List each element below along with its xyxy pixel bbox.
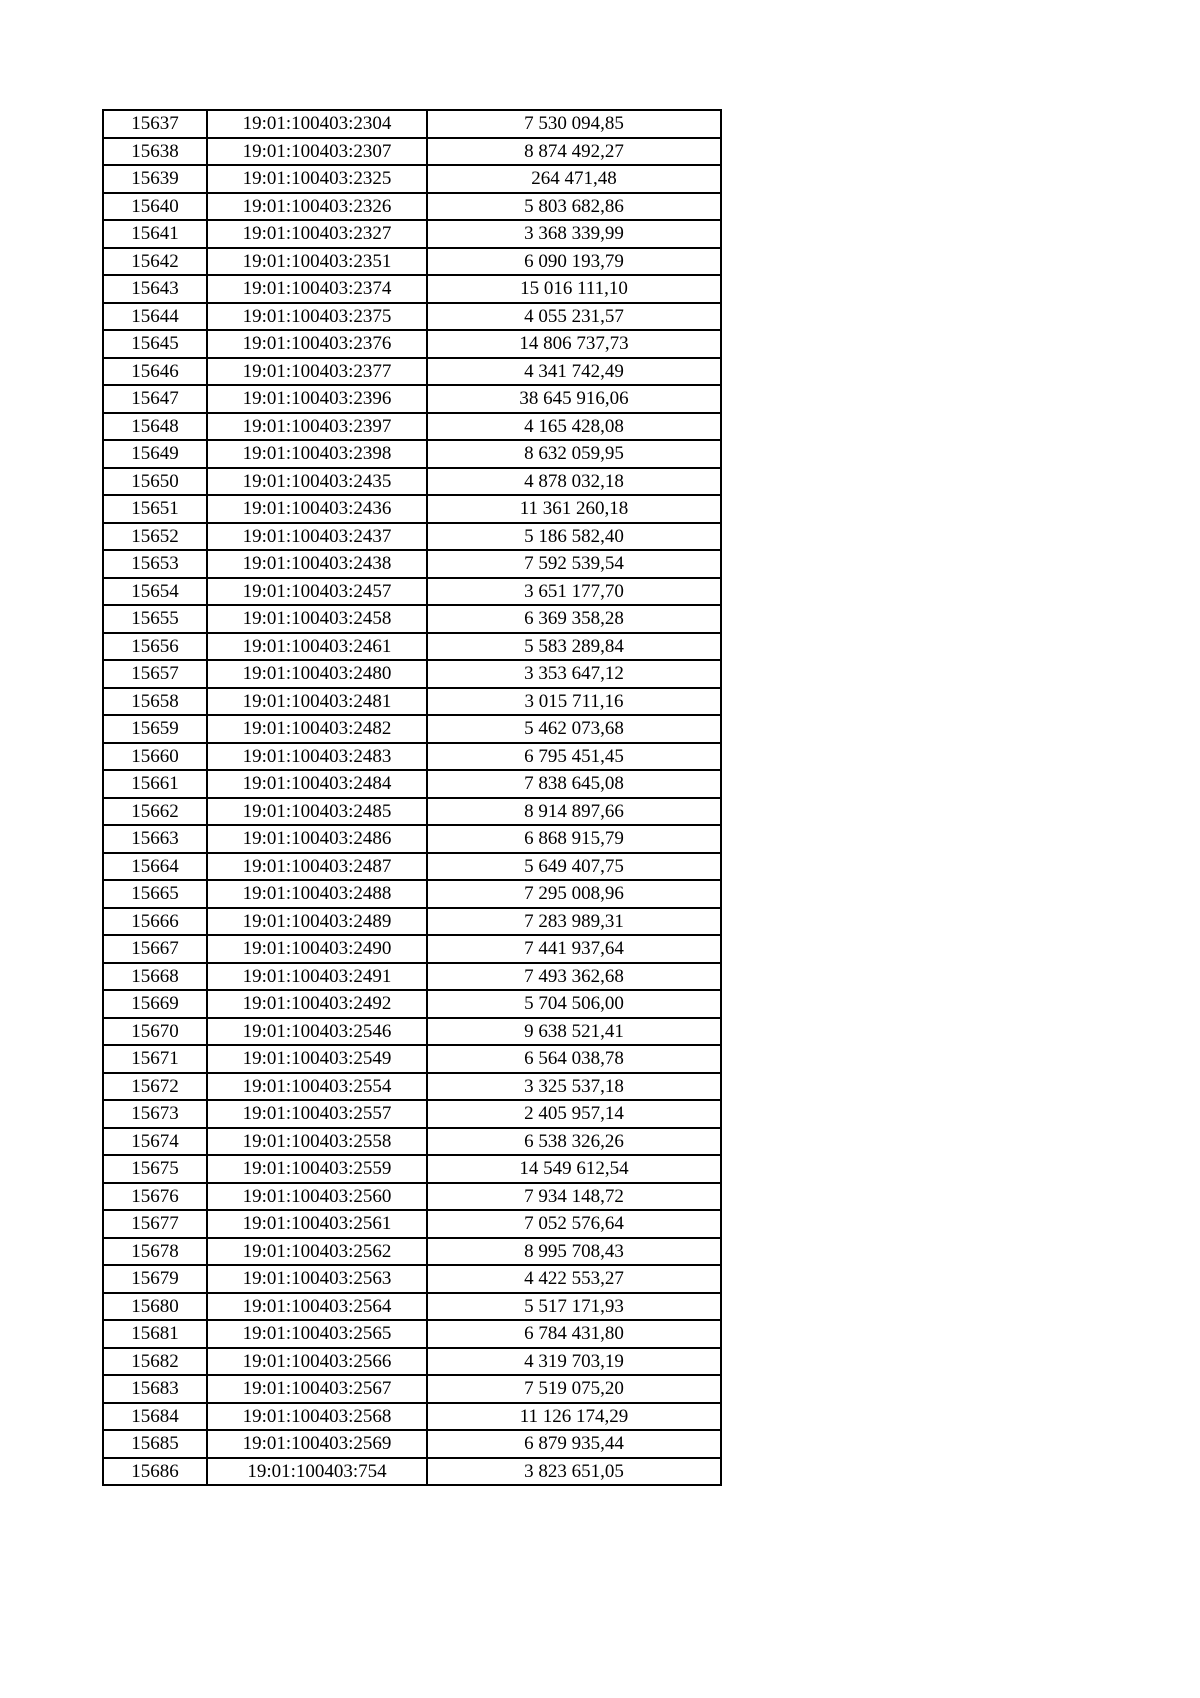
cadastral-number-cell: 19:01:100403:2304 [207, 110, 427, 138]
value-cell: 6 784 431,80 [427, 1320, 721, 1348]
row-number-cell: 15676 [103, 1183, 207, 1211]
table-row [103, 853, 721, 881]
cadastral-value-table [102, 109, 722, 1486]
cadastral-number-cell: 19:01:100403:2327 [207, 220, 427, 248]
cadastral-number-cell: 19:01:100403:2326 [207, 193, 427, 221]
row-number-cell: 15663 [103, 825, 207, 853]
table-row [103, 110, 721, 138]
table-row [103, 1210, 721, 1238]
row-number-cell: 15673 [103, 1100, 207, 1128]
value-cell: 7 493 362,68 [427, 963, 721, 991]
cadastral-number-cell: 19:01:100403:2351 [207, 248, 427, 276]
cadastral-number-cell: 19:01:100403:2549 [207, 1045, 427, 1073]
value-cell: 3 823 651,05 [427, 1458, 721, 1486]
row-number-cell: 15645 [103, 330, 207, 358]
value-cell: 11 126 174,29 [427, 1403, 721, 1431]
cadastral-number-cell: 19:01:100403:2325 [207, 165, 427, 193]
row-number-cell: 15675 [103, 1155, 207, 1183]
cadastral-number-cell: 19:01:100403:2557 [207, 1100, 427, 1128]
cadastral-number-cell: 19:01:100403:2488 [207, 880, 427, 908]
cadastral-number-cell: 19:01:100403:2490 [207, 935, 427, 963]
table-row [103, 1430, 721, 1458]
row-number-cell: 15668 [103, 963, 207, 991]
row-number-cell: 15649 [103, 440, 207, 468]
cadastral-number-cell: 19:01:100403:2481 [207, 688, 427, 716]
table-row [103, 440, 721, 468]
row-number-cell: 15643 [103, 275, 207, 303]
value-cell: 3 325 537,18 [427, 1073, 721, 1101]
cadastral-number-cell: 19:01:100403:2491 [207, 963, 427, 991]
value-cell: 6 868 915,79 [427, 825, 721, 853]
row-number-cell: 15677 [103, 1210, 207, 1238]
cadastral-number-cell: 19:01:100403:2566 [207, 1348, 427, 1376]
table-row [103, 1375, 721, 1403]
value-cell: 4 341 742,49 [427, 358, 721, 386]
table-row [103, 220, 721, 248]
table-row [103, 1458, 721, 1486]
table-row [103, 880, 721, 908]
table-row [103, 660, 721, 688]
row-number-cell: 15664 [103, 853, 207, 881]
row-number-cell: 15640 [103, 193, 207, 221]
cadastral-number-cell: 19:01:100403:754 [207, 1458, 427, 1486]
value-cell: 3 353 647,12 [427, 660, 721, 688]
value-cell: 5 803 682,86 [427, 193, 721, 221]
table-row [103, 1293, 721, 1321]
cadastral-number-cell: 19:01:100403:2546 [207, 1018, 427, 1046]
table-row [103, 550, 721, 578]
row-number-cell: 15678 [103, 1238, 207, 1266]
row-number-cell: 15637 [103, 110, 207, 138]
row-number-cell: 15642 [103, 248, 207, 276]
row-number-cell: 15671 [103, 1045, 207, 1073]
value-cell: 7 530 094,85 [427, 110, 721, 138]
value-cell: 7 283 989,31 [427, 908, 721, 936]
table-row [103, 1183, 721, 1211]
value-cell: 14 549 612,54 [427, 1155, 721, 1183]
table-row [103, 1265, 721, 1293]
row-number-cell: 15660 [103, 743, 207, 771]
row-number-cell: 15679 [103, 1265, 207, 1293]
value-cell: 5 649 407,75 [427, 853, 721, 881]
value-cell: 6 564 038,78 [427, 1045, 721, 1073]
value-cell: 7 592 539,54 [427, 550, 721, 578]
table-row [103, 248, 721, 276]
table-row [103, 1320, 721, 1348]
row-number-cell: 15655 [103, 605, 207, 633]
table-row [103, 743, 721, 771]
table-row [103, 303, 721, 331]
row-number-cell: 15662 [103, 798, 207, 826]
value-cell: 7 052 576,64 [427, 1210, 721, 1238]
row-number-cell: 15670 [103, 1018, 207, 1046]
value-cell: 4 055 231,57 [427, 303, 721, 331]
table-row [103, 1100, 721, 1128]
cadastral-number-cell: 19:01:100403:2482 [207, 715, 427, 743]
cadastral-number-cell: 19:01:100403:2563 [207, 1265, 427, 1293]
table-row [103, 1155, 721, 1183]
cadastral-number-cell: 19:01:100403:2397 [207, 413, 427, 441]
table-row [103, 413, 721, 441]
cadastral-number-cell: 19:01:100403:2569 [207, 1430, 427, 1458]
cadastral-number-cell: 19:01:100403:2560 [207, 1183, 427, 1211]
table-row [103, 798, 721, 826]
table-body [103, 110, 721, 1485]
table-row [103, 825, 721, 853]
row-number-cell: 15672 [103, 1073, 207, 1101]
table-row [103, 1128, 721, 1156]
value-cell: 3 651 177,70 [427, 578, 721, 606]
value-cell: 4 422 553,27 [427, 1265, 721, 1293]
cadastral-number-cell: 19:01:100403:2307 [207, 138, 427, 166]
row-number-cell: 15683 [103, 1375, 207, 1403]
cadastral-number-cell: 19:01:100403:2396 [207, 385, 427, 413]
cadastral-number-cell: 19:01:100403:2483 [207, 743, 427, 771]
table-row [103, 908, 721, 936]
table-row [103, 1073, 721, 1101]
value-cell: 8 995 708,43 [427, 1238, 721, 1266]
row-number-cell: 15685 [103, 1430, 207, 1458]
value-cell: 7 295 008,96 [427, 880, 721, 908]
table-row [103, 990, 721, 1018]
value-cell: 5 462 073,68 [427, 715, 721, 743]
row-number-cell: 15650 [103, 468, 207, 496]
table-row [103, 715, 721, 743]
value-cell: 6 538 326,26 [427, 1128, 721, 1156]
row-number-cell: 15651 [103, 495, 207, 523]
value-cell: 8 632 059,95 [427, 440, 721, 468]
row-number-cell: 15686 [103, 1458, 207, 1486]
table-row [103, 1045, 721, 1073]
cadastral-number-cell: 19:01:100403:2568 [207, 1403, 427, 1431]
cadastral-number-cell: 19:01:100403:2437 [207, 523, 427, 551]
cadastral-number-cell: 19:01:100403:2484 [207, 770, 427, 798]
value-cell: 8 874 492,27 [427, 138, 721, 166]
value-cell: 264 471,48 [427, 165, 721, 193]
cadastral-number-cell: 19:01:100403:2461 [207, 633, 427, 661]
value-cell: 4 878 032,18 [427, 468, 721, 496]
table-row [103, 935, 721, 963]
cadastral-number-cell: 19:01:100403:2458 [207, 605, 427, 633]
value-cell: 6 879 935,44 [427, 1430, 721, 1458]
cadastral-number-cell: 19:01:100403:2562 [207, 1238, 427, 1266]
row-number-cell: 15648 [103, 413, 207, 441]
table-row [103, 165, 721, 193]
row-number-cell: 15659 [103, 715, 207, 743]
row-number-cell: 15684 [103, 1403, 207, 1431]
row-number-cell: 15682 [103, 1348, 207, 1376]
row-number-cell: 15669 [103, 990, 207, 1018]
value-cell: 3 368 339,99 [427, 220, 721, 248]
cadastral-number-cell: 19:01:100403:2436 [207, 495, 427, 523]
cadastral-number-cell: 19:01:100403:2559 [207, 1155, 427, 1183]
value-cell: 4 319 703,19 [427, 1348, 721, 1376]
value-cell: 6 369 358,28 [427, 605, 721, 633]
cadastral-number-cell: 19:01:100403:2435 [207, 468, 427, 496]
value-cell: 2 405 957,14 [427, 1100, 721, 1128]
table-row [103, 193, 721, 221]
table-row [103, 138, 721, 166]
value-cell: 7 519 075,20 [427, 1375, 721, 1403]
cadastral-number-cell: 19:01:100403:2489 [207, 908, 427, 936]
row-number-cell: 15638 [103, 138, 207, 166]
value-cell: 9 638 521,41 [427, 1018, 721, 1046]
table-row [103, 633, 721, 661]
row-number-cell: 15657 [103, 660, 207, 688]
row-number-cell: 15680 [103, 1293, 207, 1321]
cadastral-number-cell: 19:01:100403:2486 [207, 825, 427, 853]
cadastral-number-cell: 19:01:100403:2565 [207, 1320, 427, 1348]
value-cell: 6 795 451,45 [427, 743, 721, 771]
cadastral-number-cell: 19:01:100403:2558 [207, 1128, 427, 1156]
value-cell: 11 361 260,18 [427, 495, 721, 523]
cadastral-number-cell: 19:01:100403:2561 [207, 1210, 427, 1238]
row-number-cell: 15674 [103, 1128, 207, 1156]
table-row [103, 275, 721, 303]
cadastral-number-cell: 19:01:100403:2438 [207, 550, 427, 578]
value-cell: 5 517 171,93 [427, 1293, 721, 1321]
table-row [103, 1348, 721, 1376]
value-cell: 38 645 916,06 [427, 385, 721, 413]
table-row [103, 605, 721, 633]
value-cell: 7 934 148,72 [427, 1183, 721, 1211]
table-row [103, 1403, 721, 1431]
cadastral-number-cell: 19:01:100403:2492 [207, 990, 427, 1018]
row-number-cell: 15653 [103, 550, 207, 578]
value-cell: 3 015 711,16 [427, 688, 721, 716]
row-number-cell: 15681 [103, 1320, 207, 1348]
table-row [103, 688, 721, 716]
table-row [103, 358, 721, 386]
row-number-cell: 15652 [103, 523, 207, 551]
cadastral-number-cell: 19:01:100403:2564 [207, 1293, 427, 1321]
value-cell: 8 914 897,66 [427, 798, 721, 826]
row-number-cell: 15656 [103, 633, 207, 661]
cadastral-number-cell: 19:01:100403:2375 [207, 303, 427, 331]
row-number-cell: 15661 [103, 770, 207, 798]
table-row [103, 523, 721, 551]
cadastral-number-cell: 19:01:100403:2377 [207, 358, 427, 386]
value-cell: 5 186 582,40 [427, 523, 721, 551]
value-cell: 5 704 506,00 [427, 990, 721, 1018]
row-number-cell: 15654 [103, 578, 207, 606]
table-row [103, 770, 721, 798]
table-row [103, 495, 721, 523]
row-number-cell: 15644 [103, 303, 207, 331]
table-row [103, 385, 721, 413]
row-number-cell: 15666 [103, 908, 207, 936]
row-number-cell: 15641 [103, 220, 207, 248]
value-cell: 4 165 428,08 [427, 413, 721, 441]
row-number-cell: 15667 [103, 935, 207, 963]
cadastral-number-cell: 19:01:100403:2567 [207, 1375, 427, 1403]
value-cell: 7 441 937,64 [427, 935, 721, 963]
table-row [103, 578, 721, 606]
value-cell: 5 583 289,84 [427, 633, 721, 661]
value-cell: 15 016 111,10 [427, 275, 721, 303]
cadastral-number-cell: 19:01:100403:2376 [207, 330, 427, 358]
table-row [103, 330, 721, 358]
table-row [103, 468, 721, 496]
row-number-cell: 15665 [103, 880, 207, 908]
row-number-cell: 15658 [103, 688, 207, 716]
cadastral-number-cell: 19:01:100403:2457 [207, 578, 427, 606]
table-row [103, 963, 721, 991]
row-number-cell: 15646 [103, 358, 207, 386]
value-cell: 14 806 737,73 [427, 330, 721, 358]
value-cell: 6 090 193,79 [427, 248, 721, 276]
cadastral-number-cell: 19:01:100403:2374 [207, 275, 427, 303]
table-row [103, 1238, 721, 1266]
cadastral-number-cell: 19:01:100403:2480 [207, 660, 427, 688]
value-cell: 7 838 645,08 [427, 770, 721, 798]
cadastral-number-cell: 19:01:100403:2398 [207, 440, 427, 468]
row-number-cell: 15639 [103, 165, 207, 193]
table-row [103, 1018, 721, 1046]
row-number-cell: 15647 [103, 385, 207, 413]
cadastral-number-cell: 19:01:100403:2487 [207, 853, 427, 881]
cadastral-number-cell: 19:01:100403:2485 [207, 798, 427, 826]
cadastral-number-cell: 19:01:100403:2554 [207, 1073, 427, 1101]
